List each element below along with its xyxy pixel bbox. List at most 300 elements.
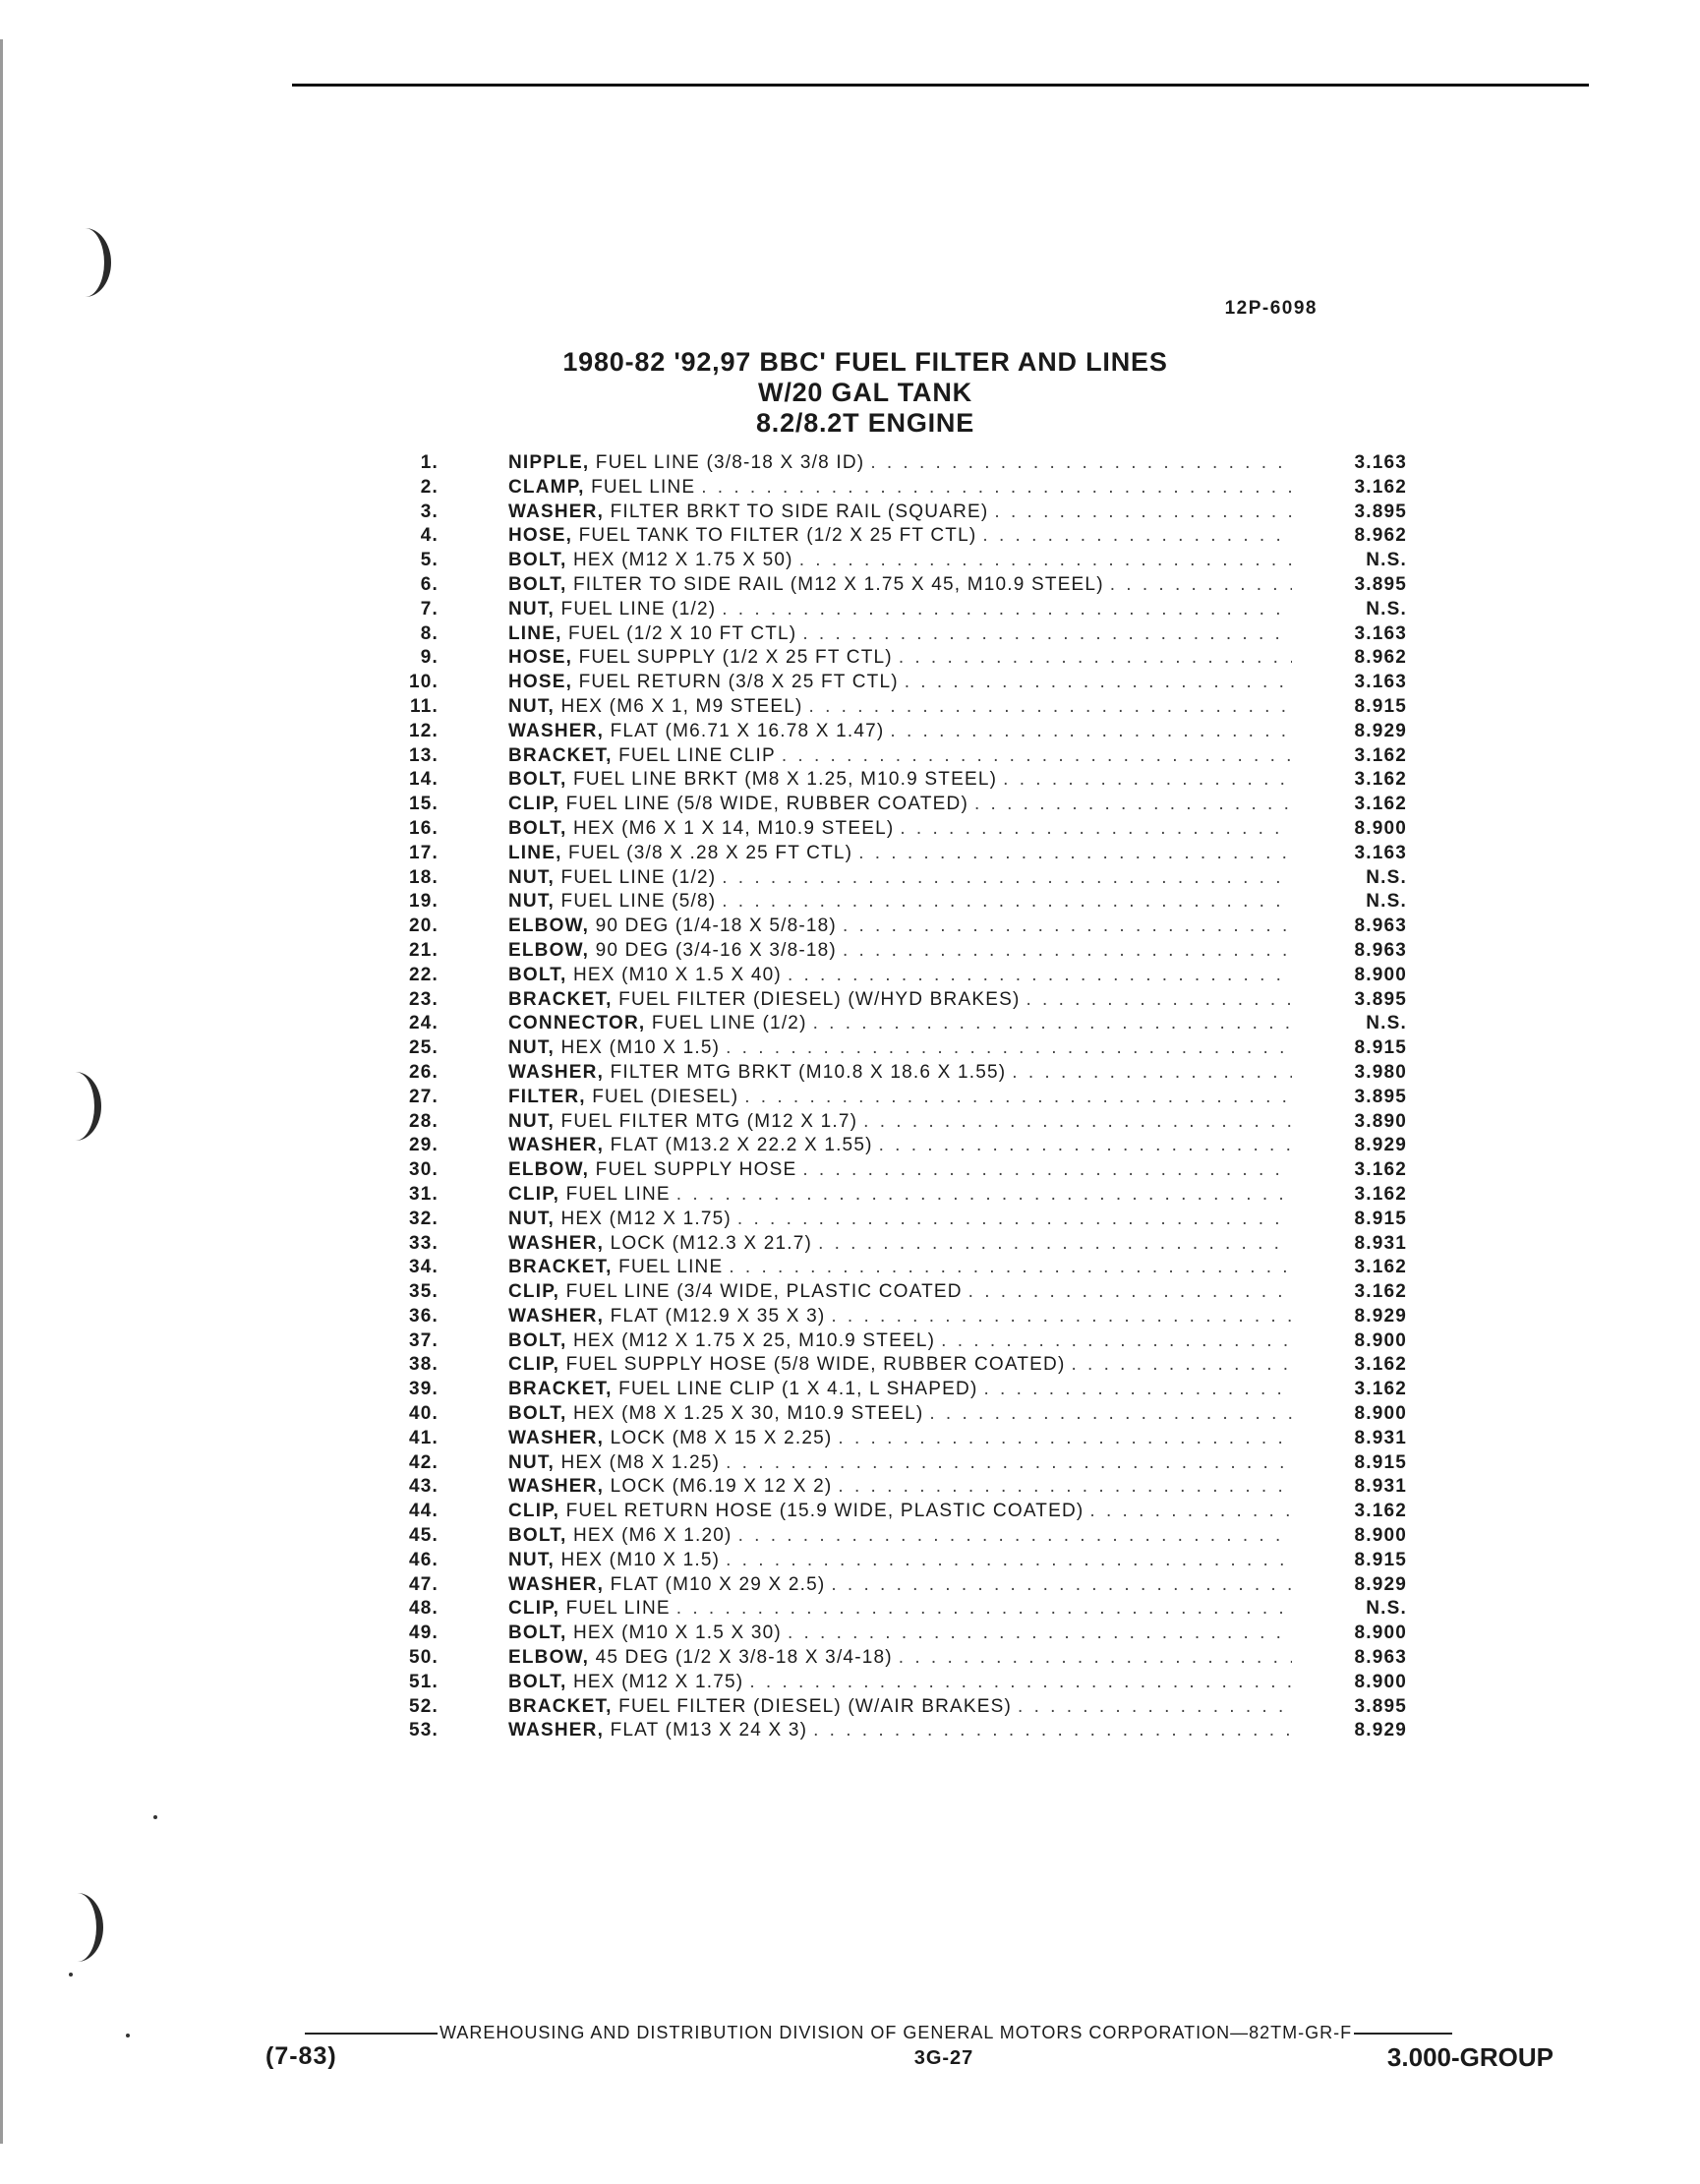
- part-row: [374, 721, 1436, 745]
- part-spec: FUEL RETURN HOSE (15.9 WIDE, PLASTIC COATED): [565, 1501, 1084, 1522]
- page-subtitle-tank: W/20 GAL TANK: [758, 378, 972, 407]
- dot-leader: [1018, 1696, 1292, 1718]
- dot-leader: [858, 843, 1292, 864]
- part-description: [508, 574, 1292, 596]
- part-name: HOSE,: [508, 647, 573, 669]
- part-number: 26.: [408, 1061, 439, 1083]
- part-description: [508, 672, 1292, 693]
- part-spec: LOCK (M6.19 X 12 X 2): [610, 1476, 833, 1498]
- part-name: CLAMP,: [508, 476, 585, 498]
- part-name: BOLT,: [508, 1623, 567, 1644]
- part-row: [374, 867, 1436, 892]
- part-name: BOLT,: [508, 817, 567, 839]
- part-description: [508, 769, 1292, 791]
- part-group-ref: 3.895: [1354, 1695, 1407, 1717]
- part-group-ref: 3.163: [1354, 622, 1407, 644]
- part-row: [374, 1574, 1436, 1599]
- part-number: 51.: [408, 1671, 439, 1692]
- part-row: [374, 1306, 1436, 1330]
- part-group-ref: 3.162: [1354, 794, 1407, 815]
- part-spec: FUEL LINE (1/2): [560, 866, 717, 888]
- part-row: [374, 1452, 1436, 1477]
- part-number: 31.: [408, 1183, 439, 1205]
- dot-leader: [813, 1013, 1292, 1034]
- part-name: CLIP,: [508, 1354, 560, 1376]
- part-number: 25.: [408, 1037, 439, 1059]
- part-description: [508, 1233, 1292, 1255]
- part-group-ref: 8.900: [1354, 1671, 1407, 1692]
- part-group-ref: 3.162: [1354, 744, 1407, 766]
- dot-leader: [1012, 1062, 1292, 1084]
- dot-leader: [870, 452, 1292, 474]
- part-number: 14.: [408, 769, 439, 791]
- part-description: [508, 843, 1292, 864]
- part-spec: FLAT (M10 X 29 X 2.5): [610, 1573, 826, 1595]
- dot-leader: [905, 672, 1292, 693]
- part-name: CLIP,: [508, 1183, 560, 1205]
- dot-leader: [722, 867, 1292, 889]
- part-number: 8.: [420, 622, 439, 644]
- part-spec: 90 DEG (1/4-18 X 5/8-18): [595, 915, 837, 937]
- part-spec: HEX (M12 X 1.75 X 50): [572, 550, 793, 571]
- part-row: [374, 525, 1436, 550]
- dot-leader: [729, 1257, 1292, 1278]
- part-row: [374, 745, 1436, 770]
- part-number: 17.: [408, 842, 439, 863]
- part-number: 1.: [420, 452, 439, 473]
- part-row: [374, 672, 1436, 696]
- part-spec: LOCK (M8 X 15 X 2.25): [610, 1427, 833, 1448]
- part-description: [508, 1306, 1292, 1328]
- part-name: NUT,: [508, 866, 556, 888]
- part-spec: FLAT (M13.2 X 22.2 X 1.55): [610, 1135, 873, 1156]
- part-description: [508, 1379, 1292, 1400]
- part-row: [374, 623, 1436, 648]
- scan-speck: [126, 2034, 130, 2037]
- part-row: [374, 1525, 1436, 1550]
- part-group-ref: 3.162: [1354, 1281, 1407, 1303]
- part-number: 20.: [408, 915, 439, 937]
- part-row: [374, 1257, 1436, 1281]
- part-description: [508, 1525, 1292, 1547]
- dot-leader: [788, 965, 1292, 986]
- part-row: [374, 989, 1436, 1014]
- part-description: [508, 1184, 1292, 1206]
- dot-leader: [701, 477, 1292, 499]
- part-spec: HEX (M8 X 1.25): [560, 1451, 721, 1473]
- part-group-ref: 8.963: [1354, 939, 1407, 961]
- part-description: [508, 1037, 1292, 1059]
- part-row: [374, 1037, 1436, 1062]
- dot-leader: [676, 1598, 1292, 1620]
- part-spec: FUEL LINE: [565, 1598, 671, 1620]
- part-number: 46.: [408, 1549, 439, 1570]
- part-number: 53.: [408, 1720, 439, 1741]
- dot-leader: [929, 1403, 1292, 1425]
- part-row: [374, 1233, 1436, 1258]
- part-name: LINE,: [508, 622, 562, 644]
- part-number: 7.: [420, 598, 439, 620]
- part-spec: FILTER BRKT TO SIDE RAIL (SQUARE): [610, 501, 989, 522]
- part-name: NUT,: [508, 695, 556, 717]
- dot-leader: [984, 1379, 1293, 1400]
- part-number: 15.: [408, 794, 439, 815]
- part-group-ref: 3.895: [1354, 988, 1407, 1010]
- part-description: [508, 647, 1292, 669]
- part-number: 5.: [420, 550, 439, 571]
- part-group-ref: 3.163: [1354, 672, 1407, 693]
- part-group-ref: 8.931: [1354, 1232, 1407, 1254]
- part-spec: HEX (M6 X 1, M9 STEEL): [560, 695, 803, 717]
- part-name: BOLT,: [508, 1671, 567, 1692]
- part-name: FILTER,: [508, 1086, 586, 1107]
- part-group-ref: 8.929: [1354, 720, 1407, 741]
- parts-list: [374, 452, 1436, 1744]
- part-group-ref: 8.929: [1354, 1573, 1407, 1595]
- part-group-ref: 8.929: [1354, 1305, 1407, 1327]
- part-row: [374, 599, 1436, 623]
- part-spec: HEX (M12 X 1.75): [572, 1671, 744, 1692]
- part-name: WASHER,: [508, 1061, 605, 1083]
- part-number: 6.: [420, 573, 439, 595]
- part-name: NUT,: [508, 891, 556, 913]
- part-description: [508, 1209, 1292, 1230]
- page-subtitle-engine: 8.2/8.2T ENGINE: [755, 408, 975, 438]
- part-spec: LOCK (M12.3 X 21.7): [610, 1232, 813, 1254]
- part-name: ELBOW,: [508, 915, 590, 937]
- binder-hole-icon: [51, 1893, 103, 1962]
- part-spec: FUEL FILTER (DIESEL) (W/HYD BRAKES): [618, 988, 1021, 1010]
- dot-leader: [843, 940, 1292, 962]
- part-group-ref: 8.915: [1354, 1549, 1407, 1570]
- part-number: 23.: [408, 988, 439, 1010]
- part-spec: FUEL SUPPLY (1/2 X 25 FT CTL): [578, 647, 893, 669]
- part-spec: FLAT (M13 X 24 X 3): [610, 1720, 808, 1741]
- dot-leader: [737, 1209, 1292, 1230]
- part-spec: FUEL FILTER MTG (M12 X 1.7): [560, 1110, 858, 1132]
- part-group-ref: 8.900: [1354, 964, 1407, 985]
- part-number: 48.: [408, 1598, 439, 1620]
- part-spec: HEX (M10 X 1.5): [560, 1037, 721, 1059]
- part-row: [374, 1184, 1436, 1209]
- part-description: [508, 1452, 1292, 1474]
- part-name: BOLT,: [508, 964, 567, 985]
- dot-leader: [722, 891, 1292, 913]
- part-name: ELBOW,: [508, 939, 590, 961]
- page-left-edge: [0, 39, 3, 2144]
- part-group-ref: 8.929: [1354, 1135, 1407, 1156]
- part-row: [374, 1013, 1436, 1037]
- part-description: [508, 452, 1292, 474]
- part-number: 18.: [408, 866, 439, 888]
- part-row: [374, 1720, 1436, 1744]
- part-spec: FUEL LINE (5/8): [560, 891, 717, 913]
- part-description: [508, 599, 1292, 620]
- part-spec: FUEL LINE (3/8-18 X 3/8 ID): [595, 452, 865, 473]
- part-spec: FUEL LINE: [618, 1257, 724, 1278]
- part-group-ref: 8.915: [1354, 1037, 1407, 1059]
- part-row: [374, 794, 1436, 818]
- part-group-ref: N.S.: [1366, 1598, 1407, 1620]
- part-group-ref: 8.931: [1354, 1427, 1407, 1448]
- dot-leader: [831, 1574, 1292, 1596]
- part-number: 50.: [408, 1647, 439, 1669]
- part-description: [508, 1257, 1292, 1278]
- part-group-ref: 8.929: [1354, 1720, 1407, 1741]
- part-row: [374, 1501, 1436, 1525]
- footer-date: (7-83): [265, 2042, 337, 2070]
- part-group-ref: 8.915: [1354, 1208, 1407, 1229]
- part-row: [374, 769, 1436, 794]
- dot-leader: [802, 1159, 1292, 1181]
- part-group-ref: 8.900: [1354, 1329, 1407, 1351]
- part-name: BOLT,: [508, 573, 567, 595]
- part-number: 30.: [408, 1159, 439, 1181]
- part-group-ref: 8.915: [1354, 1451, 1407, 1473]
- part-name: BRACKET,: [508, 988, 613, 1010]
- dot-leader: [744, 1087, 1292, 1108]
- part-description: [508, 867, 1292, 889]
- part-name: WASHER,: [508, 1135, 605, 1156]
- part-row: [374, 696, 1436, 721]
- part-group-ref: 3.895: [1354, 573, 1407, 595]
- dot-leader: [899, 647, 1292, 669]
- part-number: 49.: [408, 1623, 439, 1644]
- part-group-ref: 3.895: [1354, 501, 1407, 522]
- dot-leader: [1110, 574, 1292, 596]
- part-description: [508, 721, 1292, 742]
- part-row: [374, 1428, 1436, 1452]
- dot-leader: [863, 1111, 1292, 1133]
- dot-leader: [813, 1720, 1292, 1741]
- part-description: [508, 1720, 1292, 1741]
- part-name: WASHER,: [508, 1232, 605, 1254]
- part-name: CLIP,: [508, 1501, 560, 1522]
- part-group-ref: 8.962: [1354, 647, 1407, 669]
- part-number: 34.: [408, 1257, 439, 1278]
- part-name: BOLT,: [508, 1329, 567, 1351]
- part-row: [374, 1647, 1436, 1672]
- part-spec: FUEL LINE (3/4 WIDE, PLASTIC COATED: [565, 1281, 963, 1303]
- part-description: [508, 891, 1292, 913]
- part-description: [508, 1135, 1292, 1156]
- part-group-ref: 3.162: [1354, 476, 1407, 498]
- part-number: 10.: [408, 672, 439, 693]
- part-number: 45.: [408, 1525, 439, 1547]
- part-number: 38.: [408, 1354, 439, 1376]
- part-name: WASHER,: [508, 720, 605, 741]
- dot-leader: [809, 696, 1292, 718]
- part-name: ELBOW,: [508, 1159, 590, 1181]
- part-name: WASHER,: [508, 1427, 605, 1448]
- part-group-ref: 8.931: [1354, 1476, 1407, 1498]
- dot-leader: [968, 1281, 1292, 1303]
- part-number: 27.: [408, 1086, 439, 1107]
- dot-leader: [818, 1233, 1292, 1255]
- dot-leader: [994, 502, 1292, 523]
- part-spec: HEX (M10 X 1.5 X 40): [572, 964, 782, 985]
- part-number: 9.: [420, 647, 439, 669]
- part-name: WASHER,: [508, 1720, 605, 1741]
- part-row: [374, 1598, 1436, 1623]
- part-number: 4.: [420, 525, 439, 547]
- part-description: [508, 477, 1292, 499]
- part-number: 36.: [408, 1305, 439, 1327]
- part-row: [374, 1354, 1436, 1379]
- dot-leader: [799, 550, 1292, 571]
- part-group-ref: 8.900: [1354, 1525, 1407, 1547]
- binder-hole-icon: [49, 1072, 101, 1141]
- part-spec: FUEL RETURN (3/8 X 25 FT CTL): [578, 672, 899, 693]
- part-number: 13.: [408, 744, 439, 766]
- part-number: 16.: [408, 817, 439, 839]
- part-description: [508, 1159, 1292, 1181]
- part-number: 33.: [408, 1232, 439, 1254]
- part-name: CONNECTOR,: [508, 1013, 646, 1034]
- part-row: [374, 1062, 1436, 1087]
- part-number: 43.: [408, 1476, 439, 1498]
- part-description: [508, 1672, 1292, 1693]
- part-description: [508, 1696, 1292, 1718]
- part-spec: HEX (M6 X 1 X 14, M10.9 STEEL): [572, 817, 895, 839]
- part-spec: FUEL LINE: [565, 1183, 671, 1205]
- footer-publisher-text: WAREHOUSING AND DISTRIBUTION DIVISION OF GENERAL MOTORS CORPORATION—82TM-GR-F: [440, 2023, 1353, 2042]
- dot-leader: [843, 915, 1292, 937]
- dot-leader: [838, 1428, 1292, 1449]
- part-description: [508, 1647, 1292, 1669]
- part-spec: 45 DEG (1/2 X 3/8-18 X 3/4-18): [595, 1647, 893, 1669]
- part-row: [374, 891, 1436, 915]
- part-description: [508, 502, 1292, 523]
- part-name: BRACKET,: [508, 1695, 613, 1717]
- part-number: 41.: [408, 1427, 439, 1448]
- footer-page-number: 3G-27: [913, 2047, 974, 2069]
- part-group-ref: N.S.: [1366, 550, 1407, 571]
- part-group-ref: 8.900: [1354, 1623, 1407, 1644]
- part-number: 28.: [408, 1110, 439, 1132]
- part-name: WASHER,: [508, 501, 605, 522]
- part-description: [508, 1087, 1292, 1108]
- dot-leader: [802, 623, 1292, 645]
- part-name: NUT,: [508, 1549, 556, 1570]
- part-row: [374, 1623, 1436, 1647]
- part-name: WASHER,: [508, 1476, 605, 1498]
- part-name: NUT,: [508, 1110, 556, 1132]
- part-row: [374, 1550, 1436, 1574]
- part-spec: FUEL LINE (5/8 WIDE, RUBBER COATED): [565, 794, 968, 815]
- part-description: [508, 1598, 1292, 1620]
- part-description: [508, 1428, 1292, 1449]
- part-spec: FLAT (M6.71 X 16.78 X 1.47): [610, 720, 885, 741]
- part-group-ref: 3.162: [1354, 1257, 1407, 1278]
- part-number: 29.: [408, 1135, 439, 1156]
- part-group-ref: N.S.: [1366, 598, 1407, 620]
- part-spec: FUEL (1/2 X 10 FT CTL): [568, 622, 797, 644]
- part-spec: HEX (M6 X 1.20): [572, 1525, 733, 1547]
- footer-dash-right: [1354, 2033, 1452, 2035]
- document-number: 12P-6098: [1224, 298, 1318, 319]
- part-name: WASHER,: [508, 1305, 605, 1327]
- part-description: [508, 550, 1292, 571]
- part-group-ref: 3.162: [1354, 1501, 1407, 1522]
- part-name: CLIP,: [508, 1598, 560, 1620]
- dot-leader: [1026, 989, 1292, 1011]
- part-number: 12.: [408, 720, 439, 741]
- part-row: [374, 1403, 1436, 1428]
- part-group-ref: 8.915: [1354, 695, 1407, 717]
- part-name: BOLT,: [508, 550, 567, 571]
- part-group-ref: 3.980: [1354, 1061, 1407, 1083]
- page-title: 1980-82 '92,97 BBC' FUEL FILTER AND LINES: [562, 347, 1168, 377]
- scan-speck: [69, 1973, 73, 1977]
- part-name: LINE,: [508, 842, 562, 863]
- part-row: [374, 502, 1436, 526]
- dot-leader: [782, 745, 1292, 767]
- part-spec: FUEL LINE BRKT (M8 X 1.25, M10.9 STEEL): [572, 769, 998, 791]
- part-description: [508, 1403, 1292, 1425]
- part-row: [374, 1696, 1436, 1721]
- part-number: 21.: [408, 939, 439, 961]
- part-row: [374, 965, 1436, 989]
- part-group-ref: 3.162: [1354, 1159, 1407, 1181]
- part-name: BOLT,: [508, 769, 567, 791]
- dot-leader: [974, 794, 1292, 815]
- part-description: [508, 1623, 1292, 1644]
- part-number: 35.: [408, 1281, 439, 1303]
- part-spec: FUEL LINE (1/2): [560, 598, 717, 620]
- part-spec: FILTER TO SIDE RAIL (M12 X 1.75 X 45, M10.9 STEEL): [572, 573, 1104, 595]
- part-description: [508, 915, 1292, 937]
- part-row: [374, 818, 1436, 843]
- part-name: NIPPLE,: [508, 452, 590, 473]
- part-description: [508, 794, 1292, 815]
- part-spec: FUEL SUPPLY HOSE (5/8 WIDE, RUBBER COATED): [565, 1354, 1066, 1376]
- part-name: BOLT,: [508, 1525, 567, 1547]
- part-number: 32.: [408, 1208, 439, 1229]
- part-name: BRACKET,: [508, 1379, 613, 1400]
- part-spec: FUEL SUPPLY HOSE: [595, 1159, 797, 1181]
- footer-dash-left: [305, 2033, 438, 2035]
- part-description: [508, 745, 1292, 767]
- part-description: [508, 1476, 1292, 1498]
- part-row: [374, 452, 1436, 477]
- part-row: [374, 915, 1436, 940]
- part-spec: HEX (M10 X 1.5 X 30): [572, 1623, 782, 1644]
- part-row: [374, 550, 1436, 574]
- part-description: [508, 1013, 1292, 1034]
- part-name: NUT,: [508, 1451, 556, 1473]
- part-spec: FUEL LINE CLIP (1 X 4.1, L SHAPED): [618, 1379, 978, 1400]
- part-group-ref: 8.963: [1354, 1647, 1407, 1669]
- part-group-ref: 3.163: [1354, 842, 1407, 863]
- dot-leader: [749, 1672, 1292, 1693]
- part-group-ref: 8.900: [1354, 817, 1407, 839]
- part-number: 11.: [410, 695, 439, 717]
- part-group-ref: 3.162: [1354, 1354, 1407, 1376]
- part-description: [508, 1354, 1292, 1376]
- part-description: [508, 1281, 1292, 1303]
- part-group-ref: 8.900: [1354, 1403, 1407, 1425]
- part-row: [374, 1672, 1436, 1696]
- part-number: 47.: [408, 1573, 439, 1595]
- part-number: 2.: [420, 476, 439, 498]
- part-row: [374, 940, 1436, 965]
- part-spec: FUEL (3/8 X .28 X 25 FT CTL): [568, 842, 853, 863]
- part-spec: FUEL (DIESEL): [592, 1086, 739, 1107]
- binder-hole-icon: [59, 228, 111, 297]
- part-group-ref: 3.895: [1354, 1086, 1407, 1107]
- part-row: [374, 1111, 1436, 1136]
